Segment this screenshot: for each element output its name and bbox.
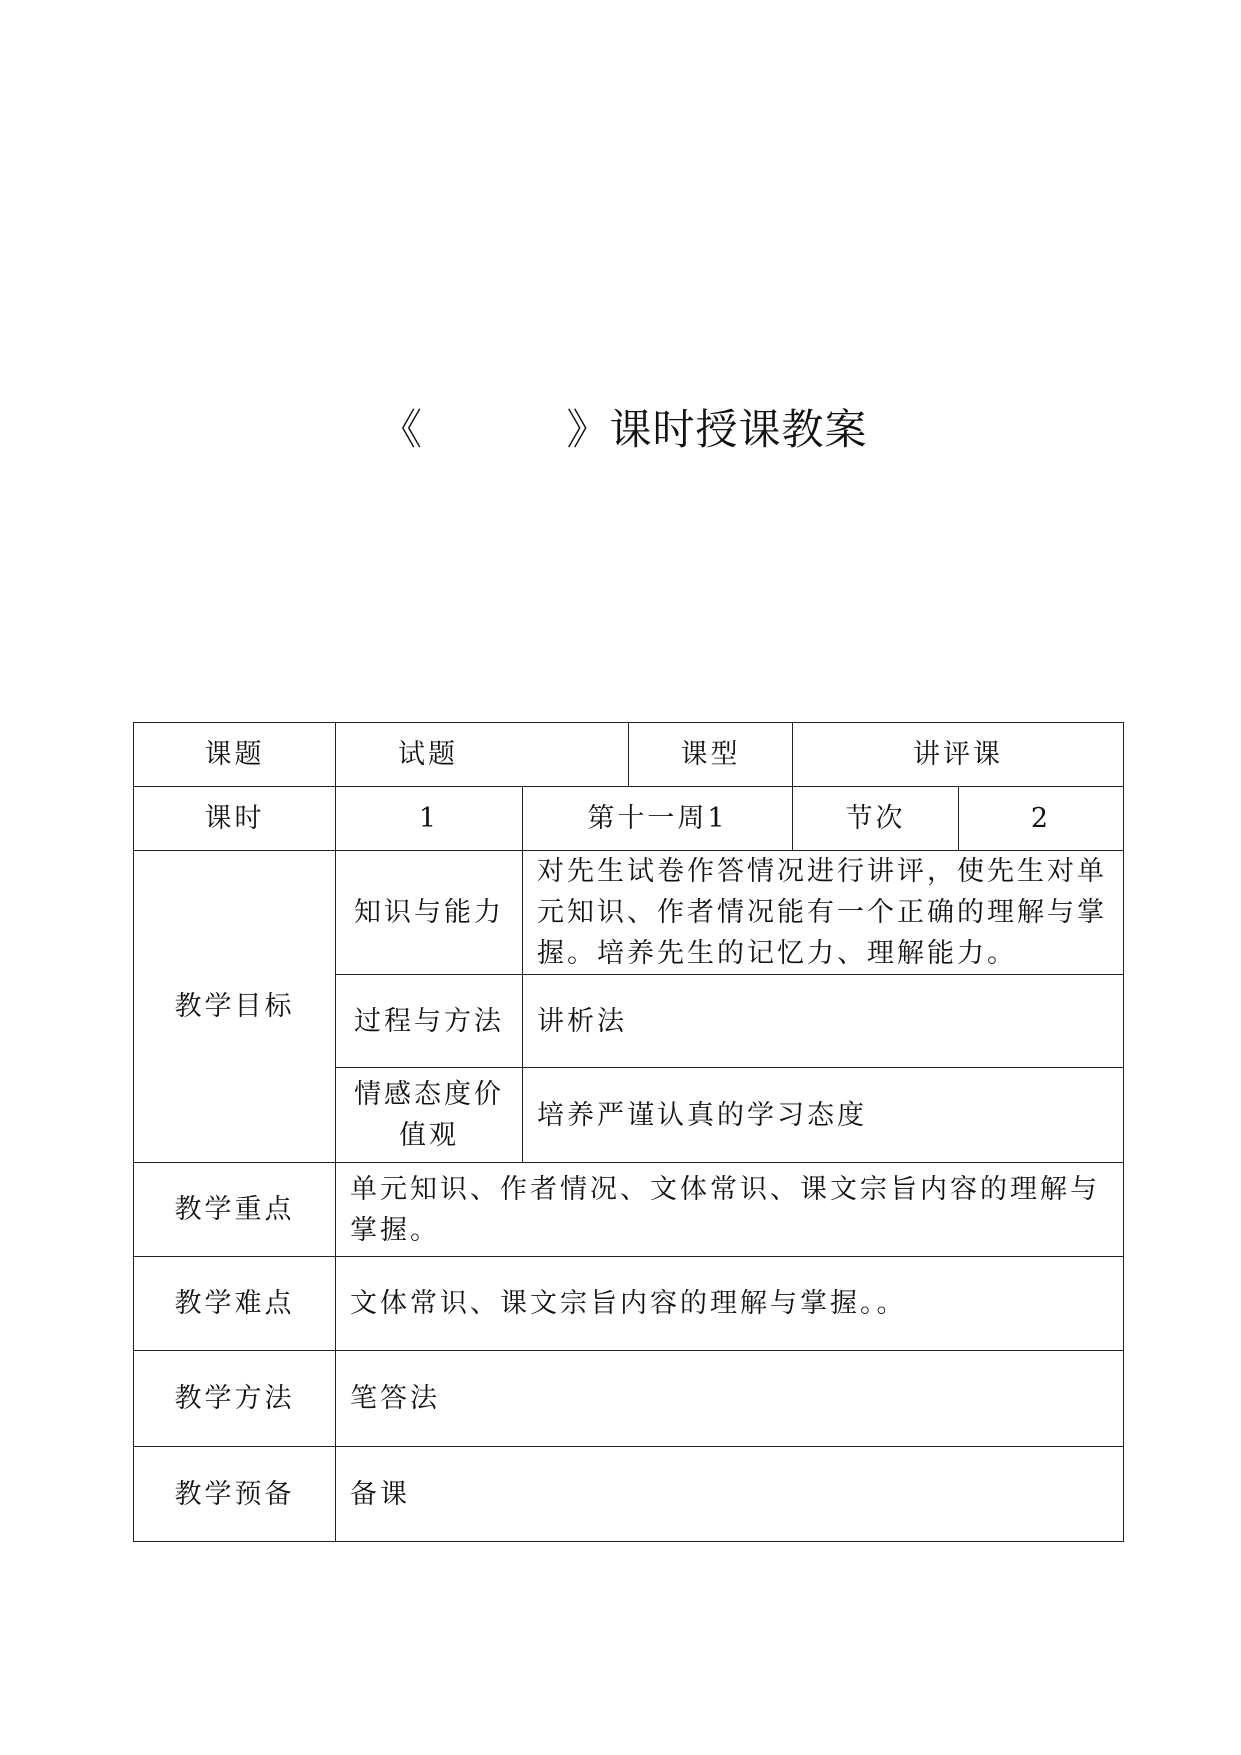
prep-value: 备课 <box>336 1447 1124 1542</box>
table-row <box>134 1351 1124 1447</box>
hours-label: 课时 <box>134 787 336 851</box>
table-row <box>134 1257 1124 1351</box>
table-row <box>134 1447 1124 1542</box>
method-label: 教学方法 <box>134 1351 336 1447</box>
goals-label: 教学目标 <box>134 851 336 1163</box>
week-value: 第十一周1 <box>523 787 793 851</box>
type-value: 讲评课 <box>793 723 1124 787</box>
focus-label: 教学重点 <box>134 1163 336 1257</box>
table-row <box>134 723 1124 787</box>
method-value: 笔答法 <box>336 1351 1124 1447</box>
prep-label: 教学预备 <box>134 1447 336 1542</box>
section-value: 2 <box>959 787 1124 851</box>
topic-value: 试题 <box>336 723 629 787</box>
document-title: 《 》课时授课教案 <box>380 405 868 454</box>
emotion-label: 情感态度价值观 <box>336 1068 523 1163</box>
hours-value: 1 <box>336 787 523 851</box>
table-row <box>134 1163 1124 1257</box>
table-row <box>134 787 1124 851</box>
topic-label: 课题 <box>134 723 336 787</box>
table-row <box>134 851 1124 975</box>
knowledge-label: 知识与能力 <box>336 851 523 975</box>
lesson-plan-table <box>133 722 1124 1542</box>
process-value: 讲析法 <box>523 975 1124 1068</box>
type-label: 课型 <box>629 723 793 787</box>
difficulty-label: 教学难点 <box>134 1257 336 1351</box>
difficulty-value: 文体常识、课文宗旨内容的理解与掌握。。 <box>336 1257 1124 1351</box>
emotion-value: 培养严谨认真的学习态度 <box>523 1068 1124 1163</box>
knowledge-value: 对先生试卷作答情况进行讲评，使先生对单元知识、作者情况能有一个正确的理解与掌握。培养先生的记忆力、理解能力。 <box>523 851 1124 975</box>
section-label: 节次 <box>793 787 959 851</box>
focus-value: 单元知识、作者情况、文体常识、课文宗旨内容的理解与掌握。 <box>336 1163 1124 1257</box>
process-label: 过程与方法 <box>336 975 523 1068</box>
